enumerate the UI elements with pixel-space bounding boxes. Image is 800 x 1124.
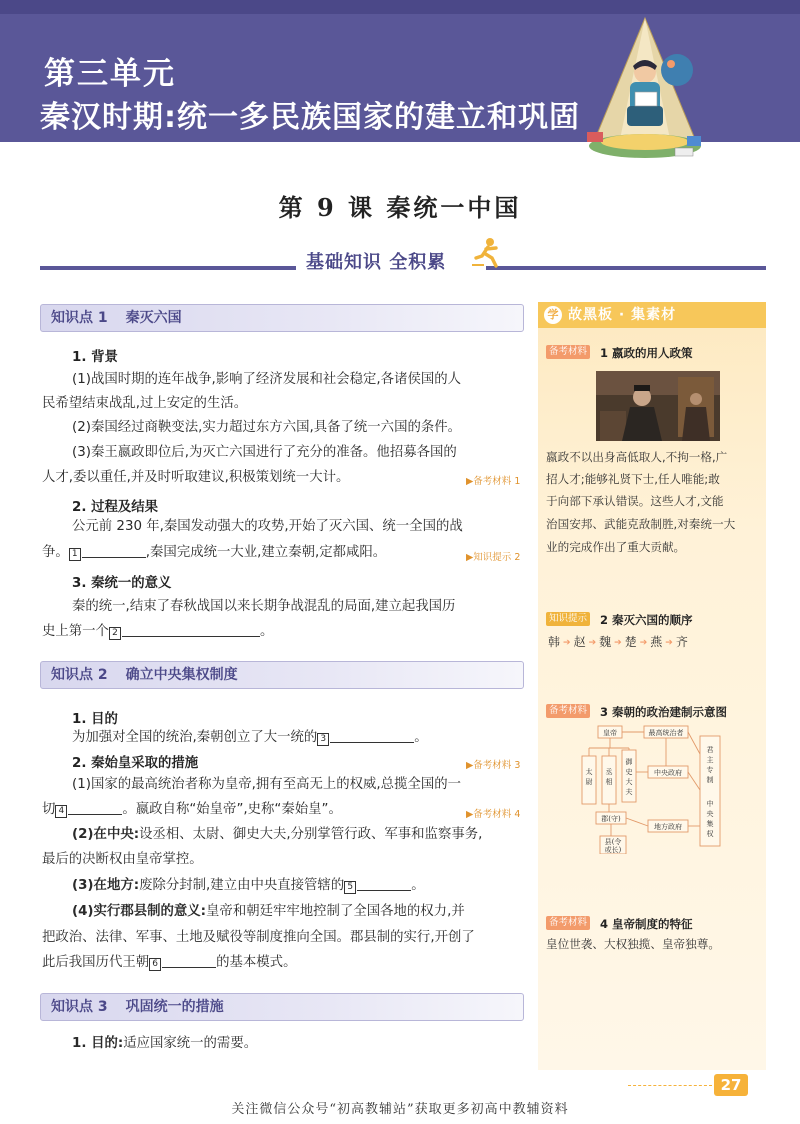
bg-paragraph-3-line2: 人才,委以重任,并及时听取建议,积极策划统一大计。 xyxy=(42,470,350,485)
node-chengxiang-1: 丞 xyxy=(605,768,613,776)
arrow-right-icon: ➔ xyxy=(639,638,648,648)
node-xian-2: 或长) xyxy=(604,846,622,854)
process-title: 2. 过程及结果 xyxy=(72,500,159,515)
fill-blank-5[interactable] xyxy=(357,877,411,891)
fill-blank-4[interactable] xyxy=(68,801,122,815)
state-qi: 齐 xyxy=(675,635,688,649)
fill-blank-6[interactable] xyxy=(162,954,216,968)
node-yushi-4: 夫 xyxy=(625,788,633,796)
page-number: 27 xyxy=(714,1074,748,1096)
process-line1: 公元前 230 年,秦国发动强大的攻势,开始了灭六国、统一全国的战 xyxy=(72,519,463,534)
node-xian-1: 县(令 xyxy=(604,838,622,846)
node-jun: 郡(守) xyxy=(601,815,621,823)
background-title: 1. 背景 xyxy=(72,350,118,365)
node-yushi-1: 御 xyxy=(625,758,633,766)
measure-1-line1: (1)国家的最高统治者称为皇帝,拥有至高无上的权威,总揽全国的一 xyxy=(72,777,462,792)
material-1-line4: 治国安邦、武能克敌制胜,对秦统一大 xyxy=(546,517,736,531)
meaning-title: 3. 秦统一的意义 xyxy=(72,576,172,591)
node-taiwei-2: 尉 xyxy=(585,778,593,786)
svg-text:制: 制 xyxy=(706,776,714,784)
divider-right xyxy=(486,266,766,270)
blank-number-2: 2 xyxy=(109,627,121,640)
ref-material-1[interactable]: ▶备考材料 1 xyxy=(466,476,521,487)
conquest-order xyxy=(548,633,688,650)
blank-number-3: 3 xyxy=(317,733,329,746)
footer-note: 关注微信公众号“初高教辅站”获取更多初高中教辅资料 xyxy=(231,1102,569,1117)
blank-number-1: 1 xyxy=(69,548,81,561)
purpose-title: 1. 目的 xyxy=(72,712,118,727)
bg-paragraph-1-line2: 民希望结束战乱,过上安定的生活。 xyxy=(42,396,248,411)
measures-title: 2. 秦始皇采取的措施 xyxy=(72,756,199,771)
fill-blank-3[interactable] xyxy=(330,729,414,743)
side-panel-header: 故黑板 · 集素材 xyxy=(538,302,766,328)
unit-title: 秦汉时期:统一多民族国家的建立和巩固 xyxy=(40,100,580,135)
fill-blank-1[interactable] xyxy=(82,544,146,558)
svg-text:集: 集 xyxy=(706,820,714,828)
arrow-right-icon: ➔ xyxy=(665,638,673,648)
svg-text:权: 权 xyxy=(706,830,714,838)
state-zhao: 赵 xyxy=(573,635,586,649)
purpose-line: 为加强对全国的统治,秦朝创立了大一统的 3 。 xyxy=(72,730,428,745)
blank-number-4: 4 xyxy=(55,805,67,818)
state-chu: 楚 xyxy=(624,635,637,649)
section-title: 巩固统一的措施 xyxy=(125,999,224,1015)
measure-4-line3: 此后我国历代王朝 6 的基本模式。 xyxy=(42,955,297,970)
measure-3-line: (3)在地方:废除分封制,建立由中央直接管辖的 5 。 xyxy=(72,878,425,893)
measure-4-line1: (4)实行郡县制的意义:皇帝和朝廷牢牢地控制了全国各地的权力,并 xyxy=(72,904,465,919)
material-1-line3: 于向部下承认错误。这些人才,文能 xyxy=(546,494,724,508)
qin-shihuang-photo xyxy=(596,371,720,441)
node-central-gov: 中央政府 xyxy=(654,769,682,777)
node-yushi-3: 大 xyxy=(625,778,633,786)
tag-ref-material: 备考材料 xyxy=(546,916,590,930)
process-line2: 争。 1 ,秦国完成统一大业,建立秦朝,定都咸阳。 xyxy=(42,545,387,560)
section-title: 秦灭六国 xyxy=(125,310,182,326)
arrow-right-icon: ➔ xyxy=(614,638,622,648)
node-supreme: 最高统治者 xyxy=(648,729,684,737)
section-kp-label: 知识点 1 xyxy=(51,310,108,326)
state-yan: 燕 xyxy=(650,635,663,649)
divider-left xyxy=(40,266,296,270)
material-1-line5: 业的完成作出了重大贡献。 xyxy=(546,540,686,554)
ref-material-3[interactable]: ▶备考材料 3 xyxy=(466,760,521,771)
node-local-gov: 地方政府 xyxy=(654,823,682,831)
material-1-title: 1 嬴政的用人政策 xyxy=(600,346,693,360)
bg-paragraph-2: (2)秦国经过商鞅变法,实力超过东方六国,具备了统一六国的条件。 xyxy=(72,420,462,435)
svg-text:主: 主 xyxy=(706,756,714,764)
section-header-2 xyxy=(40,661,524,689)
svg-text:央: 央 xyxy=(706,810,714,818)
material-1-line2: 招人才;能够礼贤下士,任人唯能;敢 xyxy=(546,472,720,486)
runner-icon xyxy=(470,236,504,270)
ref-tip-2[interactable]: ▶知识提示 2 xyxy=(466,552,521,563)
ref-material-4[interactable]: ▶备考材料 4 xyxy=(466,809,521,820)
material-4-title: 4 皇帝制度的特征 xyxy=(600,917,693,931)
state-wei: 魏 xyxy=(599,635,612,649)
bg-paragraph-3-line1: (3)秦王嬴政即位后,为灭亡六国进行了充分的准备。他招募各国的 xyxy=(72,445,457,460)
fill-blank-2[interactable] xyxy=(122,623,260,637)
arrow-right-icon: ➔ xyxy=(588,638,597,648)
measure-4-line2: 把政治、法律、军事、土地及赋役等制度推向全国。郡县制的实行,开创了 xyxy=(42,930,475,945)
bg-paragraph-1-line1: (1)战国时期的连年战争,影响了经济发展和社会稳定,各诸侯国的人 xyxy=(72,372,462,387)
material-2-title: 2 秦灭六国的顺序 xyxy=(600,613,693,627)
section-title: 确立中央集权制度 xyxy=(125,667,238,683)
measure-2-line1: (2)在中央:设丞相、太尉、御史大夫,分别掌管行政、军事和监察事务, xyxy=(72,827,483,842)
s3-purpose-line: 1. 目的:适应国家统一的需要。 xyxy=(72,1036,258,1051)
svg-text:君: 君 xyxy=(706,746,714,754)
page-number-line xyxy=(628,1085,712,1086)
blank-number-6: 6 xyxy=(149,958,161,971)
measure-2-line2: 最后的决断权由皇帝掌控。 xyxy=(42,852,203,867)
arrow-right-icon: ➔ xyxy=(563,638,571,648)
section-header-1 xyxy=(40,304,524,332)
lesson-title: 第 9 课 秦统一中国 xyxy=(278,193,522,222)
node-emperor: 皇帝 xyxy=(603,729,617,737)
tag-ref-material: 备考材料 xyxy=(546,704,590,718)
section-header-3 xyxy=(40,993,524,1021)
meaning-line1: 秦的统一,结束了春秋战国以来长期争战混乱的局面,建立起我国历 xyxy=(72,599,456,614)
svg-text:中: 中 xyxy=(706,800,714,808)
unit-label: 第三单元 xyxy=(44,56,176,92)
node-taiwei-1: 太 xyxy=(585,768,593,776)
measure-1-line2: 切 4 。嬴政自称“始皇帝”,史称“秦始皇”。 xyxy=(42,802,342,817)
state-han: 韩 xyxy=(548,635,561,649)
study-icon: 学 xyxy=(544,306,562,324)
basics-title: 基础知识 全积累 xyxy=(306,252,447,273)
material-4-text: 皇位世袭、大权独揽、皇帝独尊。 xyxy=(546,937,720,951)
material-3-title: 3 秦朝的政治建制示意图 xyxy=(600,705,728,719)
qin-political-structure-diagram xyxy=(578,724,726,854)
tag-knowledge-tip: 知识提示 xyxy=(546,612,590,626)
blank-number-5: 5 xyxy=(344,881,356,894)
section-kp-label: 知识点 3 xyxy=(51,999,108,1015)
banner-top-strip xyxy=(0,0,800,14)
section-kp-label: 知识点 2 xyxy=(51,667,108,683)
node-chengxiang-2: 相 xyxy=(605,778,613,786)
meaning-line2: 史上第一个 2 。 xyxy=(42,624,274,639)
reading-child-illustration xyxy=(575,14,715,166)
material-1-line1: 嬴政不以出身高低取人,不拘一格,广 xyxy=(546,450,728,464)
node-yushi-2: 史 xyxy=(625,768,633,776)
svg-text:专: 专 xyxy=(706,766,714,774)
tag-ref-material: 备考材料 xyxy=(546,345,590,359)
